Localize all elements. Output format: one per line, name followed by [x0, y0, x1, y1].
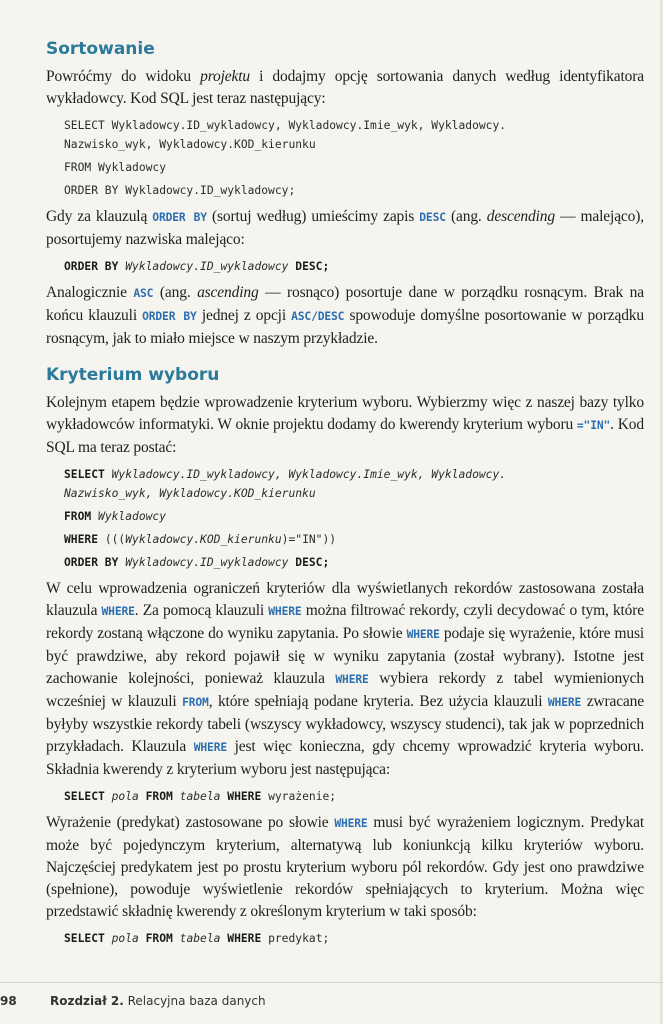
- code-line: [64, 787, 644, 806]
- inline-code: ORDER BY: [152, 211, 207, 224]
- code-keyword: DESC;: [295, 556, 330, 569]
- inline-code: WHERE: [406, 628, 440, 641]
- text: (ang.: [445, 208, 487, 225]
- code-text: Nazwisko_wyk, Wykladowcy.KOD_kierunku: [64, 138, 316, 151]
- chapter-name: Relacyjna baza danych: [123, 994, 266, 1008]
- text: W celu wprowadzenia ograniczeń kryteriów dla wyświetlanych rekordów zastosowana została klauzula: [46, 580, 644, 619]
- code-text: Wykladowcy.ID_wykladowcy: [118, 556, 296, 569]
- code-line: [64, 553, 644, 572]
- code-text: Wykladowcy.ID_wykladowcy, Wykladowcy.Imie_wyk, Wykladowcy.: [104, 468, 507, 481]
- code-text: predykat;: [261, 932, 330, 945]
- paragraph: [46, 282, 644, 350]
- section-heading-sortowanie: Sortowanie: [46, 39, 155, 59]
- page-footer: [0, 994, 663, 1012]
- text: Kolejnym etapem będzie wprowadzenie kryterium wyboru. Wybierzmy więc z naszej bazy tylko wykładowców informatyki. W oknie projektu dodamy do kwerendy kryterium wyboru: [46, 394, 644, 433]
- code-text: SELECT Wykladowcy.ID_wykladowcy, Wykladowcy.Imie_wyk, Wykladowcy.: [64, 119, 507, 132]
- inline-code: WHERE: [101, 605, 135, 618]
- code-keyword: ORDER BY: [64, 260, 119, 273]
- text: , które spełniają podane kryteria. Bez użycia klauzuli: [208, 693, 548, 710]
- text: Wyrażenie (predykat) zastosowane po słowie: [46, 814, 335, 831]
- paragraph: [46, 392, 644, 459]
- inline-code: ORDER BY: [142, 310, 197, 323]
- page-number: 98: [0, 994, 17, 1008]
- code-text: pola: [104, 790, 146, 803]
- inline-code: ="IN": [576, 419, 611, 432]
- code-keyword: WHERE: [64, 533, 99, 546]
- code-keyword: ORDER BY: [64, 556, 119, 569]
- text: (sortuj według) umieścimy zapis: [206, 208, 420, 225]
- code-block: [64, 929, 644, 948]
- code-line: ORDER BY Wykladowcy.ID_wykladowcy;: [64, 184, 296, 197]
- code-line: [64, 257, 644, 276]
- code-block: [64, 465, 644, 572]
- text: (ang.: [153, 284, 198, 301]
- code-line: [64, 116, 644, 154]
- text: jest więc konieczna, gdy chcemy wprowadzić kryteria wyboru. Składnia kwerendy z kryterium wyboru jest następująca:: [46, 738, 644, 778]
- chapter-number: Rozdział 2.: [50, 994, 124, 1008]
- inline-code: WHERE: [268, 605, 302, 618]
- code-keyword: DESC;: [295, 260, 330, 273]
- code-text: Wykladowcy: [91, 510, 167, 523]
- text: i dodajmy opcję sortowania danych według identyfikatora wykładowcy. Kod SQL jest teraz następujący:: [46, 68, 644, 107]
- page-content: [46, 38, 644, 954]
- text: . Kod SQL ma teraz postać:: [46, 416, 644, 456]
- inline-code: WHERE: [193, 741, 227, 754]
- section-heading-kryterium: Kryterium wyboru: [46, 365, 220, 385]
- code-block: [64, 116, 644, 200]
- text-italic: descending: [486, 208, 555, 225]
- code-keyword: SELECT: [64, 932, 105, 945]
- code-keyword: FROM: [145, 790, 173, 803]
- text: można filtrować rekordy, czyli decydować o tym, które rekordy zostaną włączone do wyniku zapytania. Po słowie: [46, 602, 645, 642]
- paragraph: [46, 578, 644, 781]
- code-line: [64, 929, 644, 948]
- text: zwracane byłyby wszystkie rekordy tabeli (wszyscy wykładowcy, wszyscy studenci), tak jak w poprzednich przykładach. Klauzula: [46, 693, 644, 755]
- code-text: tabela: [172, 790, 228, 803]
- inline-code: ASC: [133, 287, 154, 300]
- code-line: [64, 507, 644, 526]
- code-text: )="IN")): [281, 533, 337, 546]
- inline-code: FROM: [182, 696, 209, 709]
- code-line: [64, 465, 644, 503]
- inline-code: WHERE: [335, 673, 369, 686]
- inline-code: ASC/DESC: [291, 310, 345, 323]
- code-keyword: SELECT: [64, 468, 105, 481]
- text: — rosnąco) posortuje dane w porządku rosnącym. Brak na końcu klauzuli: [46, 284, 645, 324]
- inline-code: WHERE: [334, 817, 368, 830]
- text: . Za pomocą klauzuli: [134, 602, 269, 619]
- code-text: Nazwisko_wyk, Wykladowcy.KOD_kierunku: [64, 487, 316, 500]
- code-block: [64, 787, 644, 806]
- paragraph: [46, 812, 644, 923]
- text: spowoduje domyślne posortowanie w porządku rosnącym, jak to miało miejsce w naszym przykładzie.: [46, 307, 644, 347]
- code-text: pola: [104, 932, 146, 945]
- paragraph: [46, 206, 644, 251]
- footer-divider: [0, 982, 663, 983]
- text: — malejąco), posortujemy nazwiska malejąco:: [46, 208, 644, 248]
- code-block: [64, 257, 644, 276]
- code-line: [64, 530, 644, 549]
- code-keyword: FROM: [145, 932, 173, 945]
- text-italic: projektu: [200, 68, 251, 85]
- text: Analogicznie: [46, 284, 134, 301]
- text-italic: ascending: [197, 284, 259, 301]
- code-keyword: FROM: [64, 510, 92, 523]
- code-keyword: WHERE: [227, 790, 262, 803]
- inline-code: WHERE: [547, 696, 582, 709]
- inline-code: DESC: [419, 211, 446, 224]
- chapter-title: [50, 994, 266, 1008]
- code-text: (((: [98, 533, 126, 546]
- code-keyword: SELECT: [64, 790, 105, 803]
- text: jednej z opcji: [196, 307, 292, 324]
- code-text: tabela: [172, 932, 228, 945]
- code-text: Wykladowcy.ID_wykladowcy: [118, 260, 296, 273]
- text: wybiera rekordy z tabel wymienionych wcześniej w klauzuli: [46, 670, 644, 710]
- text: musi być wyrażeniem logicznym. Predykat może być pojedynczym kryterium, alternatywą lub koniunkcją kilku kryteriów wyboru. Najczęściej predykatem jest po prostu kryterium wyboru pól rekordów. Gdy jest ono prawdziwe (spełnione), powoduje wyświetlenie rekordów spełniających to kryterium. Można więc przedstawić składnię kwerendy z określonym kryterium w taki sposób:: [46, 814, 644, 920]
- code-keyword: WHERE: [227, 932, 262, 945]
- code-line: FROM Wykladowcy: [64, 161, 167, 174]
- code-text: Wykladowcy.KOD_kierunku: [125, 533, 282, 546]
- paragraph: [46, 66, 644, 110]
- text: Gdy za klauzulą: [46, 208, 153, 225]
- text: Powróćmy do widoku: [46, 68, 201, 85]
- code-text: wyrażenie;: [261, 790, 337, 803]
- text: podaje się wyrażenie, które musi być prawdziwe, aby rekord pojawił się w wyniku zapytania (został wybrany). Istotne jest zachowanie kolejności, ponieważ klauzula: [46, 625, 644, 687]
